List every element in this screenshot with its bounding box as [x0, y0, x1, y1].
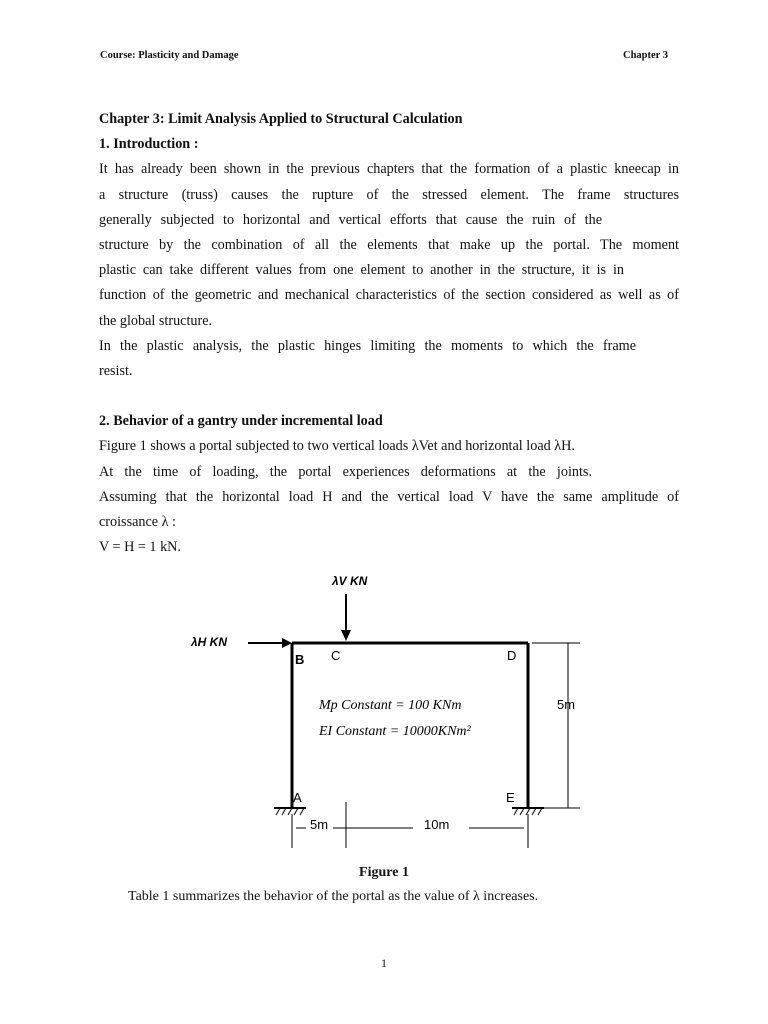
paragraph-line: plastic can take different values from one element to another in the structure, it is in	[99, 262, 624, 279]
portal-frame-figure	[180, 566, 600, 856]
mp-constant-label: Mp Constant = 100 KNm	[319, 698, 462, 713]
chapter-title: Chapter 3: Limit Analysis Applied to Structural Calculation	[99, 111, 463, 127]
node-c-label: C	[331, 648, 341, 663]
node-b-label: B	[295, 652, 305, 667]
paragraph-line: a structure (truss) causes the rupture of the stressed element. The frame structures	[99, 186, 679, 203]
support-a-icon	[274, 808, 306, 815]
section1-heading: 1. Introduction :	[99, 136, 199, 153]
paragraph-line: In the plastic analysis, the plastic hinges limiting the moments to which the frame	[99, 337, 636, 354]
section2-heading: 2. Behavior of a gantry under incremental load	[99, 413, 383, 430]
paragraph-line: resist.	[99, 362, 133, 379]
node-e-label: E	[506, 790, 515, 805]
figure-caption: Figure 1	[359, 865, 409, 880]
paragraph-line: Assuming that the horizontal load H and the vertical load V have the same amplitude of	[99, 488, 679, 505]
document-body	[99, 107, 679, 560]
horizontal-load-label: λH KN	[191, 635, 228, 649]
paragraph-line: Figure 1 shows a portal subjected to two vertical loads λVet and horizontal load λH.	[99, 438, 575, 455]
support-e-icon	[512, 808, 544, 815]
table-summary-text: Table 1 summarizes the behavior of the portal as the value of λ increases.	[128, 889, 539, 904]
paragraph-line: function of the geometric and mechanical characteristics of the section considered as well as of	[99, 287, 679, 304]
page-number: 1	[381, 956, 387, 970]
node-d-label: D	[507, 648, 517, 663]
paragraph-line: generally subjected to horizontal and vertical efforts that cause the ruin of the	[99, 211, 602, 228]
paragraph-line: the global structure.	[99, 312, 213, 329]
header-course: Course: Plasticity and Damage	[100, 50, 239, 61]
paragraph-line: croissance λ :	[99, 514, 176, 530]
paragraph-line: At the time of loading, the portal experiences deformations at the joints.	[99, 463, 592, 480]
height-dim-label: 5m	[557, 697, 576, 712]
ei-constant-label: EI Constant = 10000KNm²	[319, 724, 471, 739]
header-chapter: Chapter 3	[622, 50, 668, 61]
paragraph-line: structure by the combination of all the elements that make up the portal. The moment	[99, 236, 679, 253]
base-dim-left-label: 5m	[310, 817, 329, 832]
node-a-label: A	[293, 790, 302, 805]
vertical-load-label: λV KN	[332, 574, 368, 588]
paragraph-line: It has already been shown in the previous chapters that the formation of a plastic kneecap in	[99, 161, 679, 178]
paragraph-line: V = H = 1 kN.	[99, 539, 181, 556]
base-dim-right-label: 10m	[424, 817, 450, 832]
portal-frame-diagram	[180, 566, 600, 856]
vertical-arrowhead-icon	[341, 630, 351, 641]
